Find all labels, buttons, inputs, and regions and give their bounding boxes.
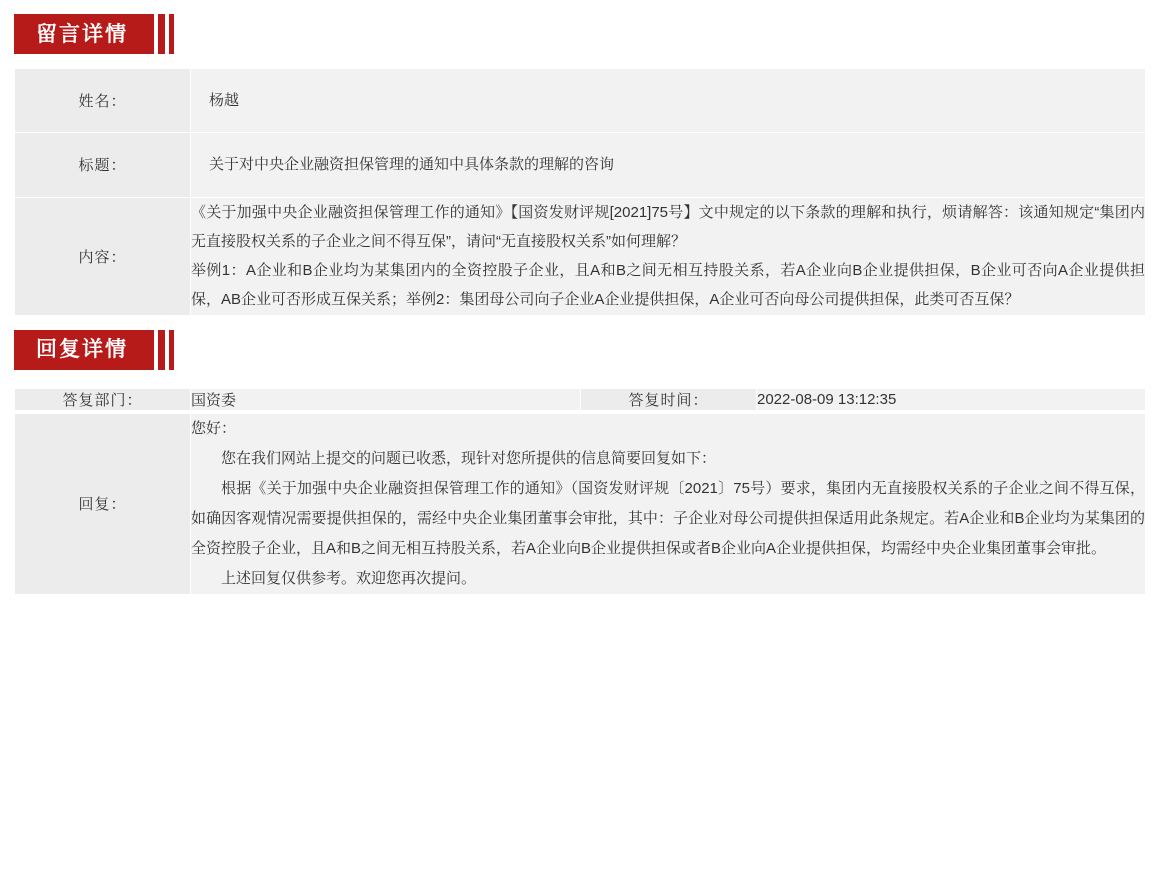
reply-paragraph-2: 您在我们网站上提交的问题已收悉，现针对您所提供的信息简要回复如下： — [221, 449, 717, 467]
banner-accent-bar-2 — [169, 14, 174, 54]
reply-time-label: 答复时间： — [581, 388, 757, 410]
content-paragraph-1: 《关于加强中央企业融资担保管理工作的通知》【国资发财评规[2021]75号】文中规定的以下条款的理解和执行，烦请解答：该通知规定“集团内无直接股权关系的子企业之间不得互保”，请问“无直接股权关系”如何理解？ — [191, 203, 1145, 250]
reply-time-value: 2022-08-09 13:12:35 — [757, 388, 1146, 410]
reply-body-table — [14, 413, 1146, 595]
name-value: 杨越 — [191, 69, 1146, 133]
reply-banner — [14, 330, 154, 370]
message-detail-page — [0, 14, 1160, 595]
table-row-reply-body — [15, 413, 1146, 594]
reply-label: 回复： — [15, 413, 191, 594]
message-banner-title: 留言详情 — [36, 22, 128, 46]
banner-accent-bar-1 — [158, 14, 165, 54]
reply-banner-accent-bar-1 — [158, 330, 165, 370]
table-row-content — [15, 197, 1146, 315]
reply-meta-table — [14, 388, 1146, 411]
reply-value — [191, 413, 1146, 594]
reply-paragraph-1: 您好： — [191, 419, 237, 437]
reply-banner-title: 回复详情 — [36, 338, 128, 361]
title-label: 标题： — [15, 133, 191, 197]
reply-banner-accent-bar-2 — [169, 330, 174, 370]
title-value: 关于对中央企业融资担保管理的通知中具体条款的理解的咨询 — [191, 133, 1146, 197]
reply-paragraph-4: 上述回复仅供参考。欢迎您再次提问。 — [221, 569, 477, 587]
content-label: 内容： — [15, 197, 191, 315]
content-value — [191, 197, 1146, 315]
message-section-header — [0, 14, 1160, 58]
content-paragraph-2: 举例1：A企业和B企业均为某集团内的全资控股子企业，且A和B之间无相互持股关系，若A企业向B企业提供担保，B企业可否向A企业提供担保，AB企业可否形成互保关系；举例2：集团母公司向子企业A企业提供担保，A企业可否向母公司提供担保，此类可否互保？ — [191, 262, 1145, 309]
reply-paragraph-3: 根据《关于加强中央企业融资担保管理工作的通知》（国资发财评规〔2021〕75号）要求，集团内无直接股权关系的子企业之间不得互保，如确因客观情况需要提供担保的，需经中央企业集团董事会审批，其中：子企业对母公司提供担保适用此条规定。若A企业和B企业均为某集团的全资控股子企业，且A和B之间无相互持股关系，若A企业向B企业提供担保或者B企业向A企业提供担保，均需经中央企业集团董事会审批。 — [191, 479, 1145, 557]
reply-section-header — [0, 330, 1160, 374]
department-label: 答复部门： — [15, 388, 191, 410]
table-row-title — [15, 133, 1146, 197]
message-info-table — [14, 68, 1146, 316]
message-banner — [14, 14, 154, 54]
department-value: 国资委 — [191, 388, 581, 410]
table-row-name — [15, 69, 1146, 133]
name-label: 姓名： — [15, 69, 191, 133]
table-row-reply-meta — [15, 388, 1146, 410]
